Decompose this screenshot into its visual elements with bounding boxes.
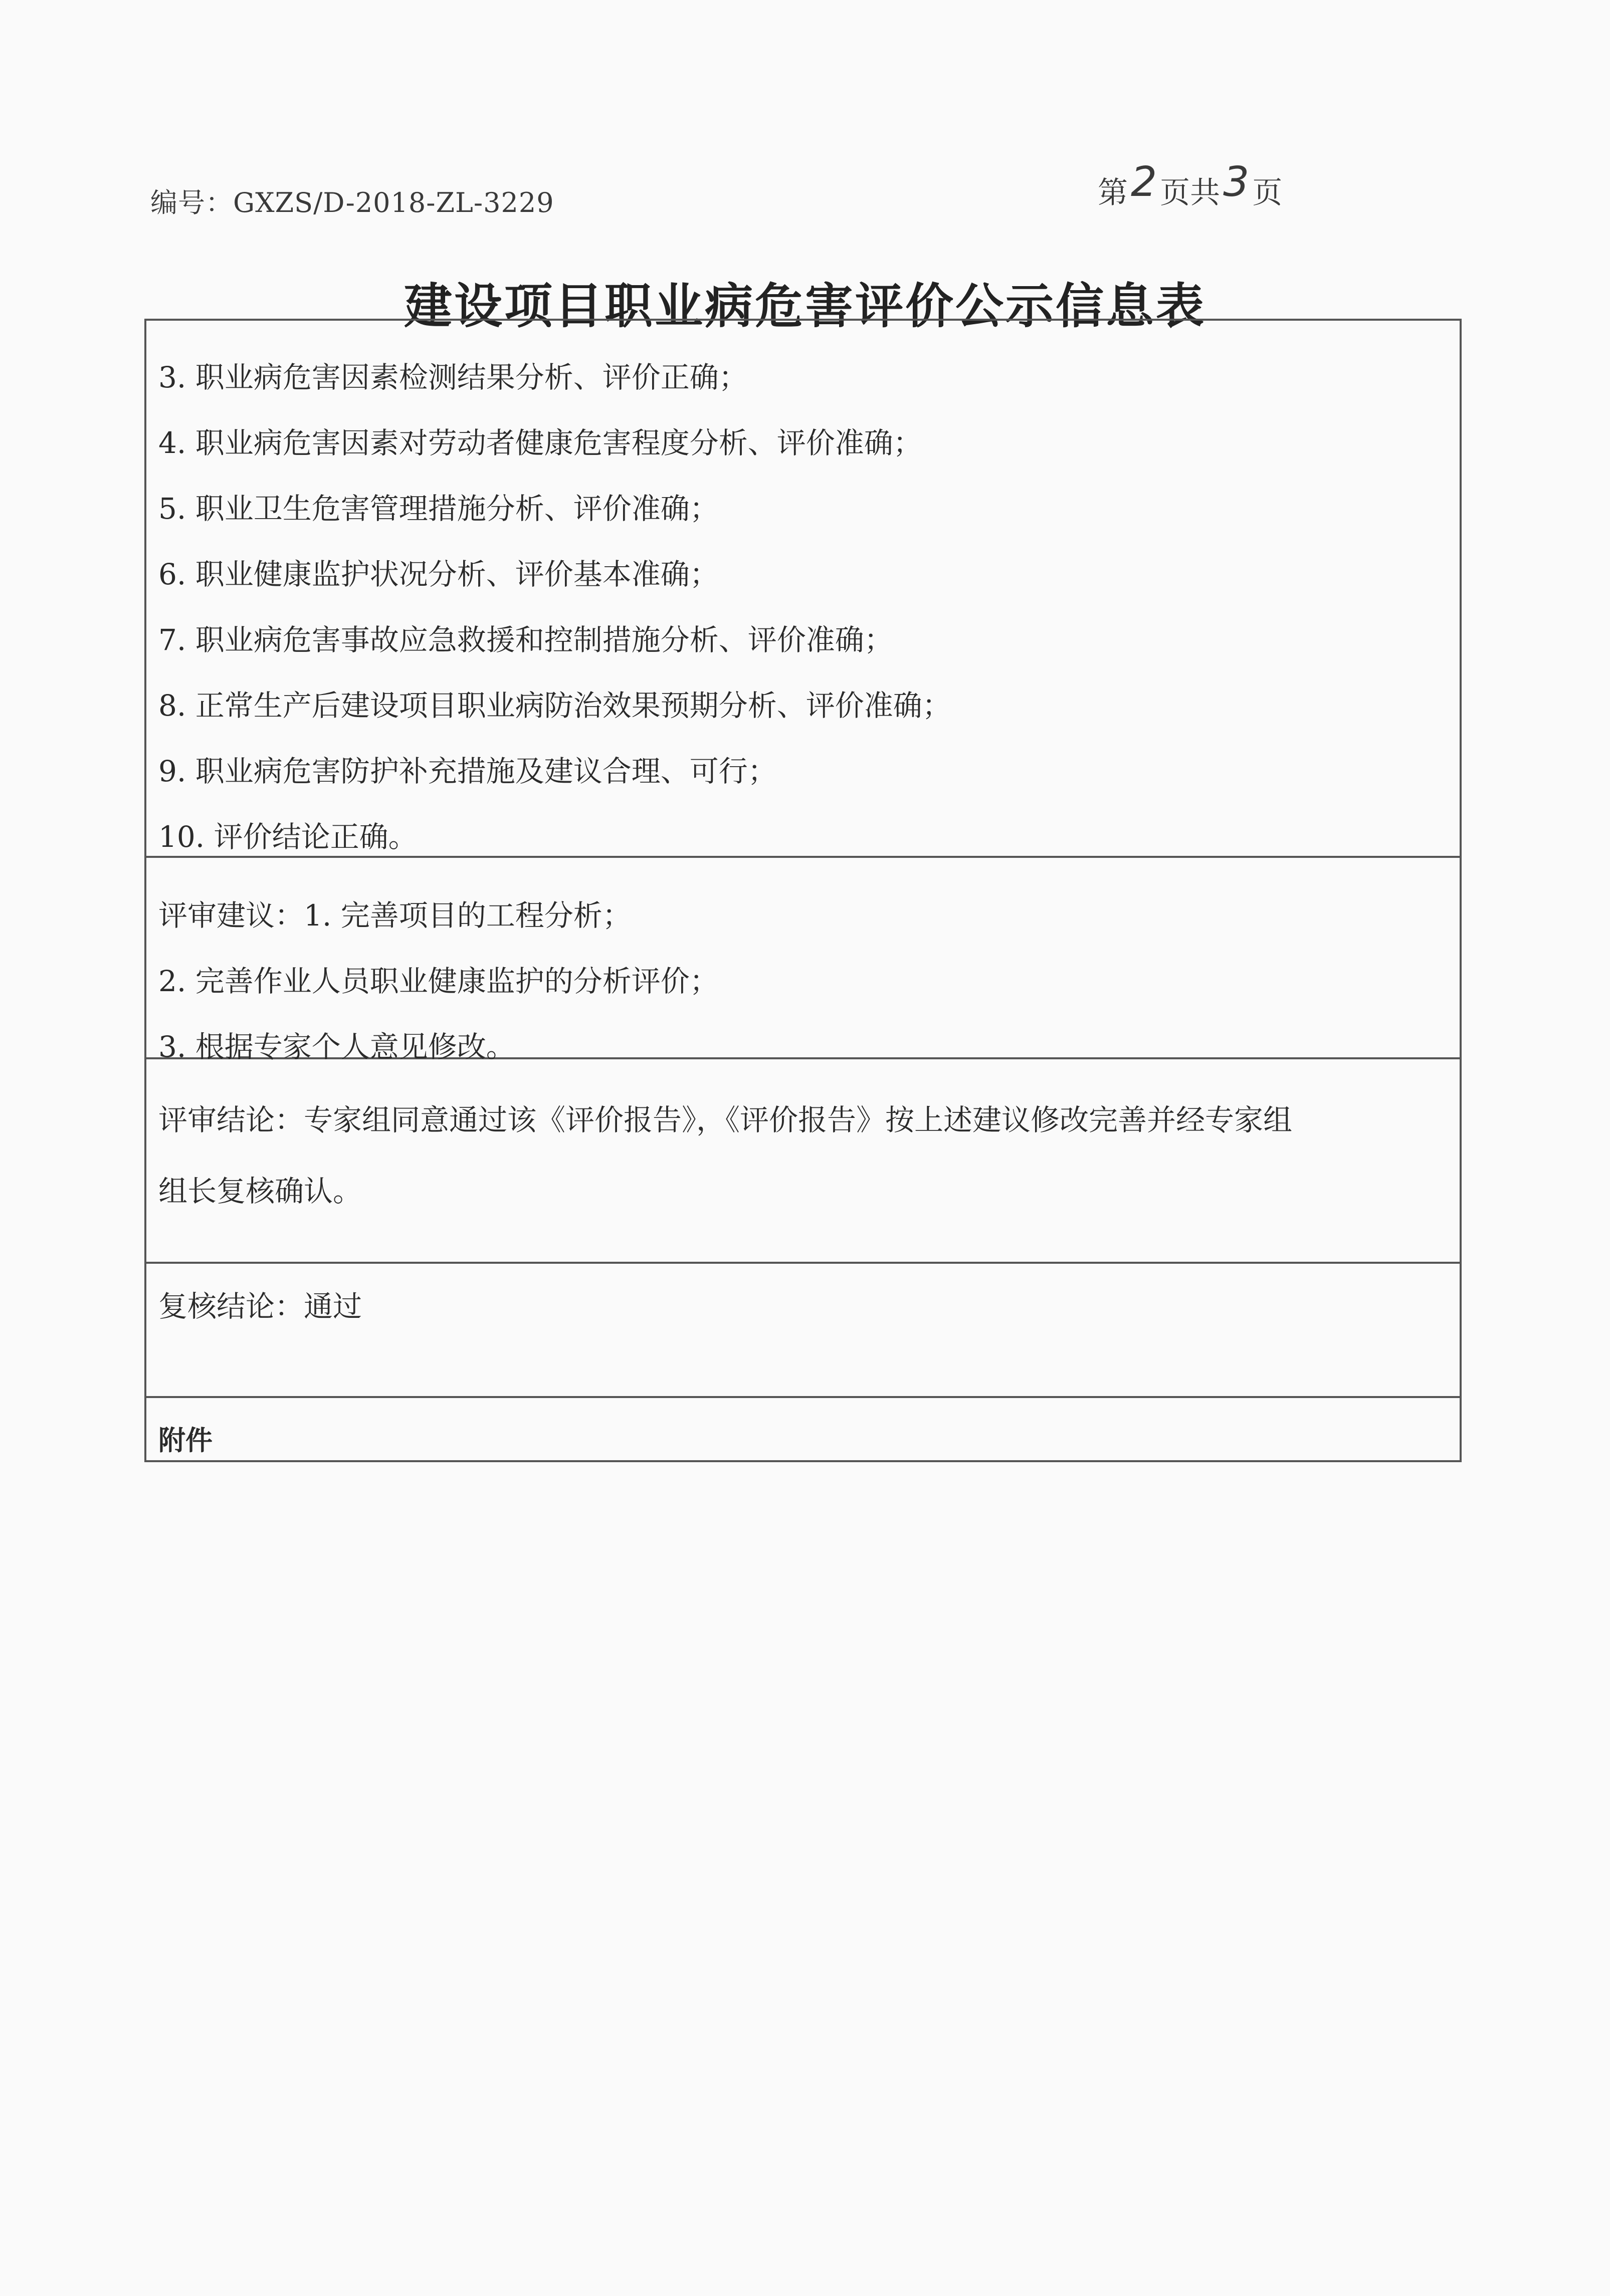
info-table bbox=[144, 319, 1462, 1462]
recheck-conclusion-section bbox=[146, 1262, 1460, 1396]
page-indicator bbox=[1098, 158, 1283, 213]
criteria-item: 3. 职业病危害因素检测结果分析、评价正确； bbox=[158, 360, 748, 394]
criteria-item: 7. 职业病危害事故应急救援和控制措施分析、评价准确； bbox=[158, 623, 893, 657]
criteria-item: 6. 职业健康监护状况分析、评价基本准确； bbox=[158, 557, 719, 591]
conclusion-line: 组长复核确认。 bbox=[158, 1174, 362, 1208]
page-current-number: 2 bbox=[1131, 158, 1157, 206]
attachment-label: 附件 bbox=[158, 1425, 213, 1456]
evaluation-criteria-section bbox=[146, 321, 1460, 856]
suggestion-item: 3. 根据专家个人意见修改。 bbox=[158, 1030, 515, 1064]
page-suffix: 页 bbox=[1252, 175, 1283, 210]
criteria-item: 9. 职业病危害防护补充措施及建议合理、可行； bbox=[158, 754, 777, 788]
document-number: 编号：GXZS/D-2018-ZL-3229 bbox=[150, 187, 554, 218]
criteria-item: 4. 职业病危害因素对劳动者健康危害程度分析、评价准确； bbox=[158, 426, 922, 460]
recheck-conclusion-text: 复核结论：通过 bbox=[158, 1289, 362, 1323]
page-prefix: 第 bbox=[1098, 175, 1128, 210]
suggestion-item: 2. 完善作业人员职业健康监护的分析评价； bbox=[158, 964, 719, 998]
attachment-section bbox=[146, 1396, 1460, 1460]
conclusion-line: 评审结论：专家组同意通过该《评价报告》，《评价报告》按上述建议修改完善并经专家组 bbox=[158, 1103, 1293, 1137]
page-total-number: 3 bbox=[1223, 158, 1250, 206]
page-title: 建设项目职业病危害评价公示信息表 bbox=[404, 278, 1206, 334]
criteria-item: 5. 职业卫生危害管理措施分析、评价准确； bbox=[158, 492, 719, 526]
review-conclusion-section bbox=[146, 1057, 1460, 1262]
page-middle: 页共 bbox=[1160, 175, 1221, 210]
criteria-item: 10. 评价结论正确。 bbox=[158, 820, 418, 854]
criteria-item: 8. 正常生产后建设项目职业病防治效果预期分析、评价准确； bbox=[158, 688, 951, 723]
review-suggestions-section bbox=[146, 856, 1460, 1064]
suggestion-item: 评审建议：1. 完善项目的工程分析； bbox=[158, 898, 632, 933]
